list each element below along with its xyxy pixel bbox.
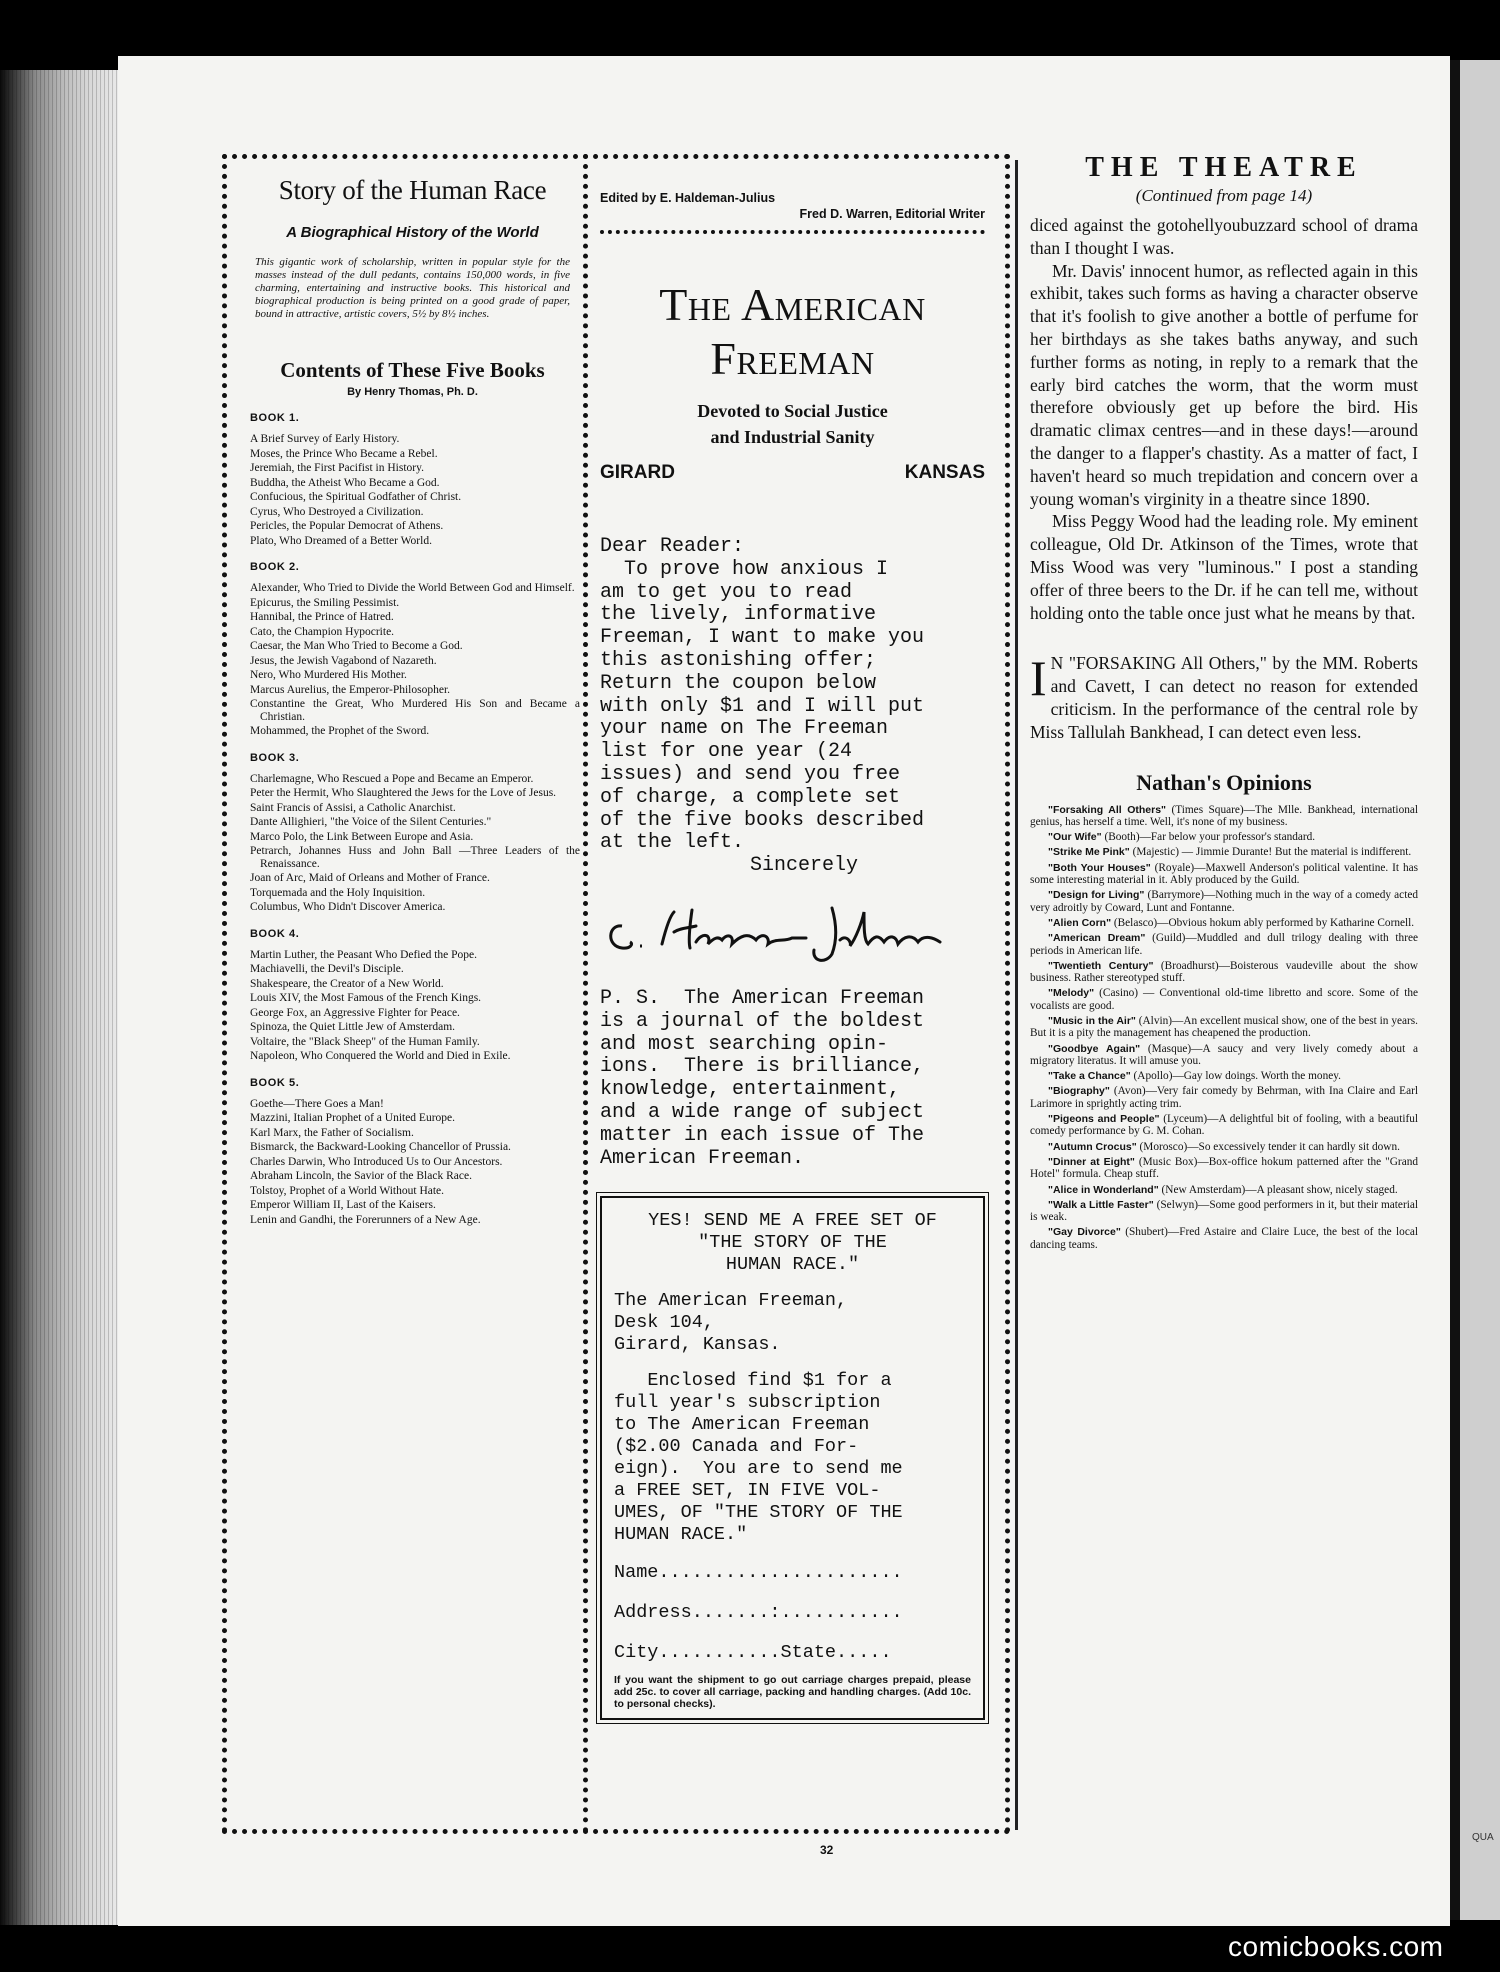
letter-body: Dear Reader: To prove how anxious I am to get you to read the lively, informative Freeman, I want to make you this astonishing offer; Return the coupon below with only $1 and I will put your name on The Freeman list for one year (24 issues) and send you free of charge, a complete set of the five books described at the left. — [600, 535, 925, 855]
coupon-fine-print: If you want the shipment to go out carriage charges prepaid, please add 25c. to cover all carriage, packing and handling charges. (Add 10c. to personal checks). — [614, 1674, 971, 1711]
coupon-header: YES! SEND ME A FREE SET OF "THE STORY OF THE HUMAN RACE." — [648, 1210, 937, 1276]
opinion-text: (Barrymore)—Nothing much in the way of a comedy acted very adroitly by Coward, Lunt and Fontanne. — [1030, 889, 1418, 914]
chapter-item: Dante Allighieri, "the Voice of the Silent Centuries." — [250, 816, 492, 828]
opinion-entry — [1030, 831, 1418, 843]
opinion-text: (Avon)—Very fair comedy by Behrman, with Ina Claire and Earl Larimore in sprightly acting trim. — [1030, 1085, 1418, 1110]
opinions-list — [1030, 804, 1418, 1252]
letter-closing: Sincerely — [750, 854, 859, 878]
opinion-entry — [1030, 1199, 1418, 1224]
book-chapter-list — [245, 433, 580, 547]
play-title: "Alice in Wonderland" — [1048, 1183, 1159, 1196]
play-title: "Walk a Little Faster" — [1048, 1198, 1154, 1211]
chapter-item: Jesus, the Jewish Vagabond of Nazareth. — [250, 654, 437, 667]
chapter-item: Petrarch, Johannes Huss and John Ball —Three Leaders of the Renaissance. — [250, 845, 580, 870]
chapter-item: Columbus, Who Didn't Discover America. — [250, 901, 446, 913]
play-title: "Both Your Houses" — [1048, 861, 1151, 874]
book-chapter-list — [245, 949, 580, 1063]
tagline-line: and Industrial Sanity — [710, 427, 875, 447]
editorial-writer-line: Fred D. Warren, Editorial Writer — [799, 207, 985, 221]
contents-heading: Contents of These Five Books — [280, 358, 545, 382]
chapter-item: Abraham Lincoln, the Savior of the Black Race. — [250, 1170, 472, 1182]
chapter-item: George Fox, an Aggressive Fighter for Peace. — [250, 1006, 460, 1019]
chapter-item: Tolstoy, Prophet of a World Without Hate. — [250, 1184, 445, 1197]
opinion-text: (Guild)—Muddled and dull trilogy dealing with three periods in American life. — [1030, 932, 1418, 957]
book-heading: BOOK 5. — [250, 1076, 300, 1089]
chapter-item: Louis XIV, the Most Famous of the French Kings. — [250, 992, 482, 1004]
opinion-text: (Morosco)—So excessively tender it can hardly sit down. — [1139, 1140, 1400, 1153]
play-title: "Goodbye Again" — [1048, 1042, 1141, 1055]
state: KANSAS — [904, 462, 985, 483]
opinion-text: (Music Box)—Box-office hokum patterned after the "Grand Hotel" formula. Cheap stuff. — [1030, 1155, 1418, 1181]
book-series-subtitle: A Biographical History of the World — [286, 224, 539, 241]
opinion-entry — [1030, 1085, 1418, 1110]
opinion-entry — [1030, 846, 1418, 858]
chapter-item: Epicurus, the Smiling Pessimist. — [250, 596, 400, 609]
chapter-item: Shakespeare, the Creator of a New World. — [250, 977, 444, 990]
edge-text: QUA — [1472, 1832, 1494, 1843]
editor-credits — [600, 190, 985, 222]
play-title: "Melody" — [1048, 987, 1095, 1000]
chapter-item: Napoleon, Who Conquered the World and Died in Exile. — [250, 1050, 511, 1062]
opinion-text: (Alvin)—An excellent musical show, one of the best in years. But it is a pity the management has cheapened the production. — [1030, 1014, 1418, 1040]
theatre-title: THE THEATRE — [1085, 152, 1363, 183]
coupon-body: Enclosed find $1 for a full year's subscription to The American Freeman ($2.00 Canada and For- eign). You are to send me a FREE SET, IN FIVE VOL- UMES, OF "THE STORY OF THE HUMAN RACE." — [614, 1370, 903, 1546]
opinion-entry — [1030, 932, 1418, 957]
theatre-paragraph: Miss Peggy Wood had the leading role. My eminent colleague, Old Dr. Atkinson of the Times, wrote that Miss Wood was very "luminous." I post a standing offer of three beers to the Dr. if he can tell me, without holding onto the table once just what he means by that. — [1030, 511, 1418, 623]
chapter-item: Machiavelli, the Devil's Disciple. — [250, 963, 404, 975]
watermark: comicbooks.com — [1228, 1931, 1444, 1962]
opinion-entry — [1030, 1043, 1418, 1068]
chapter-item: Constantine the Great, Who Murdered His Son and Became a Christian. — [250, 698, 580, 723]
tagline-line: Devoted to Social Justice — [697, 401, 888, 421]
opinion-entry — [1030, 1113, 1418, 1138]
chapter-item: Emperor William II, Last of the Kaisers. — [250, 1199, 436, 1211]
coupon-address: The American Freeman, Desk 104, Girard, Kansas. — [614, 1290, 848, 1356]
opinion-entry — [1030, 1015, 1418, 1040]
play-title: "Music in the Air" — [1048, 1014, 1136, 1027]
opinion-text: (Lyceum)—A delightful bit of fooling, with a beautiful comedy performance by G. M. Cohan. — [1030, 1113, 1419, 1138]
postscript: P. S. The American Freeman is a journal of the boldest and most searching opin- ions. There is brilliance, knowledge, entertainment, and a wide range of subject matter in each issue of The American Freeman. — [600, 986, 925, 1170]
chapter-item: Jeremiah, the First Pacifist in History. — [250, 462, 424, 474]
author-line: By Henry Thomas, Ph. D. — [347, 386, 478, 398]
chapter-item: Karl Marx, the Father of Socialism. — [250, 1126, 414, 1139]
publication-place — [600, 462, 985, 484]
right-column — [1030, 152, 1418, 1254]
opinion-entry — [1030, 960, 1418, 985]
continued-note: (Continued from page 14) — [1135, 186, 1313, 205]
forsaking-paragraph: N "FORSAKING All Others," by the MM. Roberts and Cavett, I can detect no reason for extended criticism. In the performance of the central role by Miss Tallulah Bankhead, I can detect even less. — [1030, 653, 1418, 742]
dotted-rule — [600, 230, 985, 234]
book-chapter-list — [245, 1098, 580, 1227]
chapter-item: Cato, the Champion Hypocrite. — [250, 625, 395, 638]
column-divider-solid — [1015, 160, 1018, 1830]
chapter-item: Saint Francis of Assisi, a Catholic Anarchist. — [250, 801, 456, 814]
chapter-item: Peter the Hermit, Who Slaughtered the Jews for the Love of Jesus. — [250, 787, 557, 799]
chapter-item: Nero, Who Murdered His Mother. — [250, 669, 407, 681]
play-title: "Gay Divorce" — [1048, 1226, 1121, 1239]
column-divider-dotted — [583, 154, 588, 1834]
coupon-city-state-field[interactable]: City...........State..... — [614, 1642, 892, 1664]
theatre-paragraph: Mr. Davis' innocent humor, as reflected again in this exhibit, takes such forms as having a character observe that it's foolish to give another a bottle of perfume for her birthdays as she takes baths anyway, and such further forms as noting, in reply to a remark that the early bird catches the worm, that the worm must therefore obviously get up before the bird. His dramatic climax centres—and in these days!—around the danger to a flapper's chastity. As a matter of fact, I haven't heard so much trepidation and concern over a young woman's virginity in a theatre since 1890. — [1030, 260, 1418, 509]
page-number: 32 — [820, 1843, 834, 1857]
chapter-item: Caesar, the Man Who Tried to Become a God. — [250, 640, 463, 652]
theatre-paragraph: diced against the gotohellyoubuzzard school of drama than I thought I was. — [1030, 215, 1418, 258]
chapter-item: Charles Darwin, Who Introduced Us to Our Ancestors. — [250, 1155, 503, 1168]
forsaking-review — [1030, 652, 1418, 743]
opinion-text: (Shubert)—Fred Astaire and Claire Luce, the best of the local dancing teams. — [1030, 1226, 1418, 1251]
opinion-text: (Times Square)—The Mlle. Bankhead, international genius, has herself a time. Well, it's none of my business. — [1030, 803, 1419, 828]
opinion-entry — [1030, 987, 1418, 1012]
chapter-item: Voltaire, the "Black Sheep" of the Human Family. — [250, 1035, 480, 1048]
play-title: "Twentieth Century" — [1048, 959, 1154, 972]
masthead-line: The American — [659, 279, 926, 330]
chapter-item: Mohammed, the Prophet of the Sword. — [250, 725, 430, 737]
subscription-coupon[interactable] — [600, 1196, 985, 1720]
opinion-text: (Masque)—A saucy and very lively comedy about a migratory literatus. It will amuse you. — [1030, 1042, 1418, 1067]
chapter-item: A Brief Survey of Early History. — [250, 433, 400, 445]
opinion-text: (Apollo)—Gay low doings. Worth the money. — [1133, 1070, 1341, 1083]
play-title: "Design for Living" — [1048, 889, 1145, 902]
play-title: "Take a Chance" — [1048, 1070, 1131, 1083]
masthead-line: Freeman — [710, 333, 875, 384]
middle-column — [600, 190, 985, 1720]
tagline — [600, 398, 985, 450]
chapter-item: Torquemada and the Holy Inquisition. — [250, 886, 426, 899]
book-chapter-list — [245, 582, 580, 738]
opinion-text: (New Amsterdam)—A pleasant show, nicely staged. — [1161, 1183, 1398, 1196]
book-heading: BOOK 2. — [250, 561, 300, 573]
editor-letter — [600, 536, 985, 1170]
book-contents — [245, 412, 580, 1226]
chapter-item: Plato, Who Dreamed of a Better World. — [250, 534, 432, 547]
chapter-item: Martin Luther, the Peasant Who Defied the Pope. — [250, 948, 478, 961]
opinion-text: (Majestic) — Jimmie Durante! But the material is indifferent. — [1132, 846, 1412, 859]
opinion-text: (Broadhurst)—Boisterous vaudeville about the show business. Rather stereotyped stuff. — [1030, 959, 1419, 985]
chapter-item: Moses, the Prince Who Became a Rebel. — [250, 447, 438, 460]
opinion-entry — [1030, 804, 1418, 829]
opinion-entry — [1030, 917, 1418, 929]
coupon-address-field[interactable]: Address.......:........... — [614, 1602, 903, 1624]
book-heading: BOOK 4. — [250, 927, 300, 940]
play-title: "Pigeons and People" — [1048, 1113, 1160, 1126]
coupon-name-field[interactable]: Name...................... — [614, 1562, 903, 1584]
play-title: "Dinner at Eight" — [1048, 1155, 1135, 1168]
book-heading: BOOK 3. — [250, 751, 300, 764]
play-title: "Autumn Crocus" — [1048, 1140, 1137, 1153]
signature-image — [600, 898, 980, 968]
editor-line: Edited by E. Haldeman-Julius — [600, 191, 776, 205]
opinions-title: Nathan's Opinions — [1136, 769, 1312, 795]
opinion-entry — [1030, 1156, 1418, 1181]
opinion-text: (Belasco)—Obvious hokum ably performed by Katharine Cornell. — [1113, 916, 1415, 929]
play-title: "American Dream" — [1048, 932, 1146, 945]
book-spine-page-edges — [0, 70, 118, 1925]
chapter-item: Confucious, the Spiritual Godfather of Christ. — [250, 491, 462, 503]
play-title: "Strike Me Pink" — [1048, 846, 1130, 859]
left-column — [245, 175, 580, 1228]
opinion-entry — [1030, 862, 1418, 887]
chapter-item: Bismarck, the Backward-Looking Chancellor of Prussia. — [250, 1141, 511, 1153]
book-series-description: This gigantic work of scholarship, written in popular style for the masses instead of the dull pedants, contains 150,000 words, in five charming, entertaining and instructive books. This historical and biographical production is being printed on a good grade of paper, bound in attractive, artistic covers, 5½ by 8½ inches. — [255, 256, 570, 320]
chapter-item: Pericles, the Popular Democrat of Athens. — [250, 520, 444, 532]
opinion-entry — [1030, 1070, 1418, 1082]
book-series-title: Story of the Human Race — [278, 175, 547, 205]
city: GIRARD — [600, 462, 675, 483]
chapter-item: Hannibal, the Prince of Hatred. — [250, 611, 394, 623]
chapter-item: Cyrus, Who Destroyed a Civilization. — [250, 505, 424, 518]
opinion-entry — [1030, 1141, 1418, 1153]
opinion-entry — [1030, 889, 1418, 914]
book-chapter-list — [245, 773, 580, 914]
play-title: "Forsaking All Others" — [1048, 803, 1167, 816]
play-title: "Our Wife" — [1048, 831, 1102, 844]
play-title: "Alien Corn" — [1048, 916, 1112, 929]
chapter-item: Alexander, Who Tried to Divide the World Between God and Himself. — [250, 582, 575, 594]
chapter-item: Marco Polo, the Link Between Europe and Asia. — [250, 830, 474, 843]
chapter-item: Marcus Aurelius, the Emperor-Philosopher. — [250, 683, 451, 696]
play-title: "Biography" — [1048, 1085, 1110, 1098]
opinion-text: (Selwyn)—Some good performers in it, but their material is weak. — [1030, 1198, 1418, 1224]
opinion-entry — [1030, 1226, 1418, 1251]
chapter-item: Lenin and Gandhi, the Forerunners of a New Age. — [250, 1213, 481, 1226]
opinion-text: (Booth)—Far below your professor's standard. — [1104, 831, 1316, 844]
opinion-entry — [1030, 1184, 1418, 1196]
chapter-item: Buddha, the Atheist Who Became a God. — [250, 476, 440, 489]
opinion-text: (Casino) — Conventional old-time libretto and score. Some of the vocalists are good. — [1030, 987, 1418, 1012]
book-heading: BOOK 1. — [250, 412, 300, 424]
chapter-item: Goethe—There Goes a Man! — [250, 1097, 384, 1110]
chapter-item: Charlemagne, Who Rescued a Pope and Became an Emperor. — [250, 772, 534, 785]
drop-cap: I — [1030, 650, 1047, 707]
masthead — [600, 278, 985, 386]
chapter-item: Joan of Arc, Maid of Orleans and Mother of France. — [250, 872, 490, 884]
right-page-edge — [1450, 60, 1500, 1920]
chapter-item: Spinoza, the Quiet Little Jew of Amsterdam. — [250, 1021, 456, 1033]
chapter-item: Mazzini, Italian Prophet of a United Europe. — [250, 1112, 456, 1124]
opinion-text: (Royale)—Maxwell Anderson's political valentine. It has some interesting material in it. Ably produced by the Guild. — [1030, 861, 1419, 887]
signature — [600, 898, 985, 968]
